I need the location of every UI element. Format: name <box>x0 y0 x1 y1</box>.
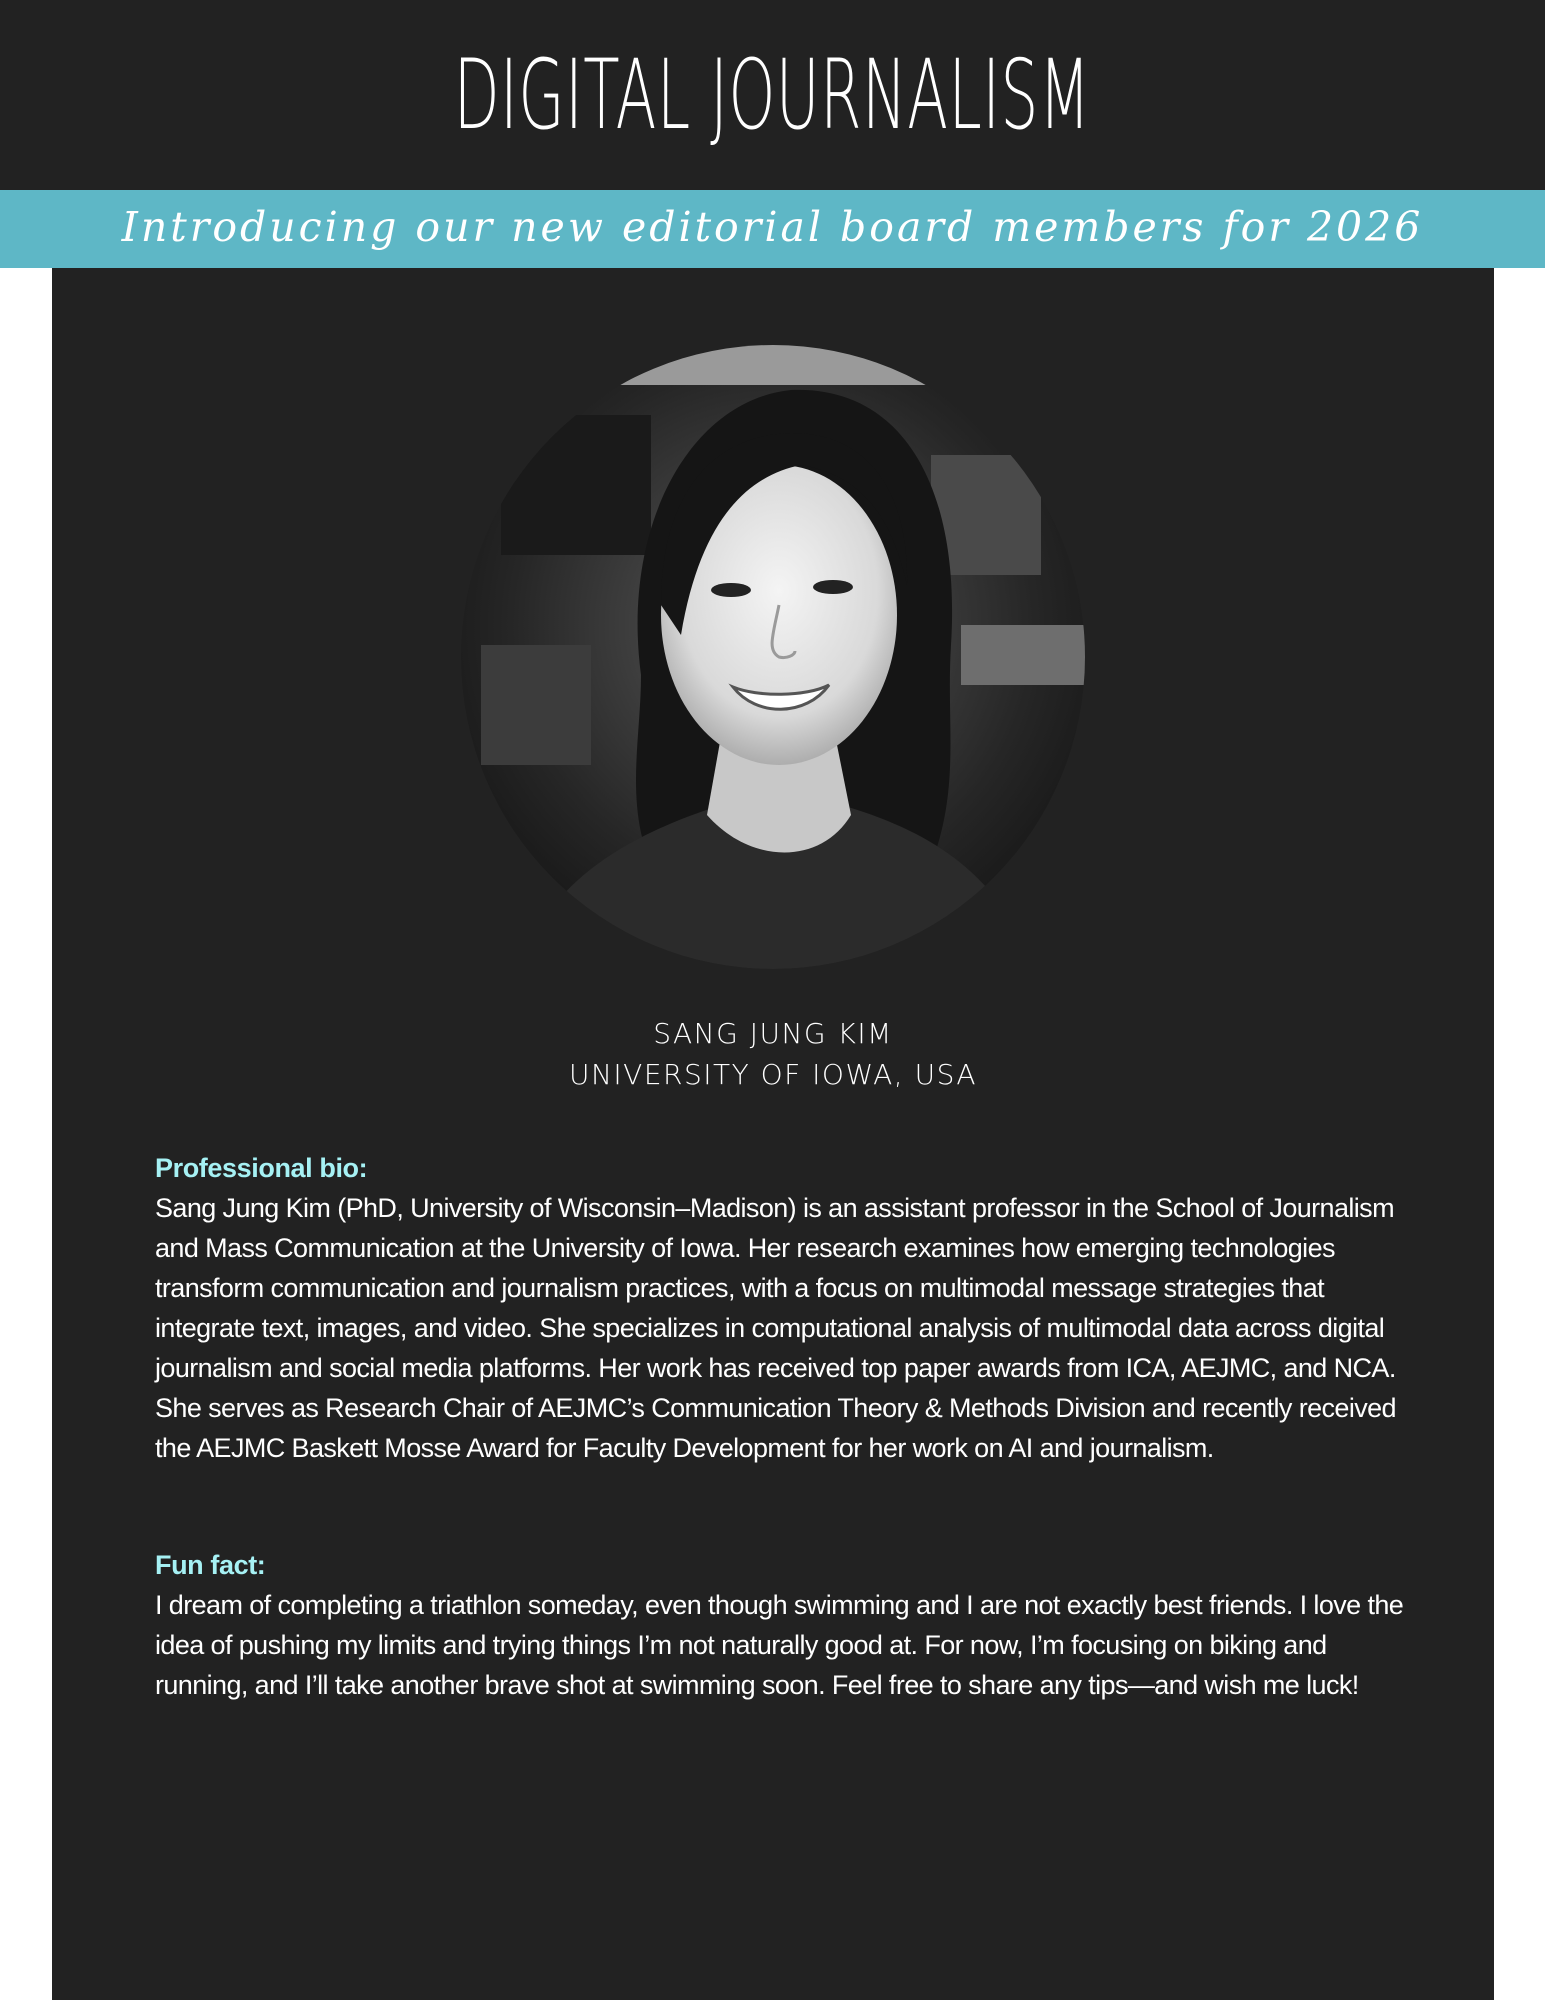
banner-text: Introducing our new editorial board members for 2026 <box>121 203 1424 251</box>
bio-label: Professional bio: <box>155 1153 368 1183</box>
member-name: SANG JUNG KIM <box>653 1017 893 1050</box>
fun-fact-section <box>155 1545 1405 1705</box>
announcement-banner <box>0 190 1545 268</box>
fun-fact-label: Fun fact: <box>155 1550 266 1580</box>
masthead-title: DIGITAL JOURNALISM <box>453 39 1091 151</box>
fun-fact-text: I dream of completing a triathlon someday, even though swimming and I are not exactly best friends. I love the idea of pushing my limits and trying things I’m not naturally good at. For now, I’m focusing on biking and running, and I’ll take another brave shot at swimming soon. Feel free to share any tips—and wish me luck! <box>155 1590 1404 1700</box>
masthead-bar <box>0 0 1545 190</box>
bio-section <box>155 1148 1405 1468</box>
profile-card <box>52 268 1494 2000</box>
member-affiliation: UNIVERSITY OF IOWA, USA <box>568 1058 978 1091</box>
bio-text: Sang Jung Kim (PhD, University of Wisconsin–Madison) is an assistant professor in the School of Journalism and Mass Communication at the University of Iowa. Her research examines how emerging technologies transform communication and journalism practices, with a focus on multimodal message strategies that integrate text, images, and video. She specializes in computational analysis of multimodal data across digital journalism and social media platforms. Her work has received top paper awards from ICA, AEJMC, and NCA. She serves as Research Chair of AEJMC’s Communication Theory & Methods Division and recently received the AEJMC Baskett Mosse Award for Faculty Development for her work on AI and journalism. <box>155 1193 1396 1463</box>
member-portrait <box>461 345 1085 969</box>
member-identity <box>52 1013 1494 1095</box>
